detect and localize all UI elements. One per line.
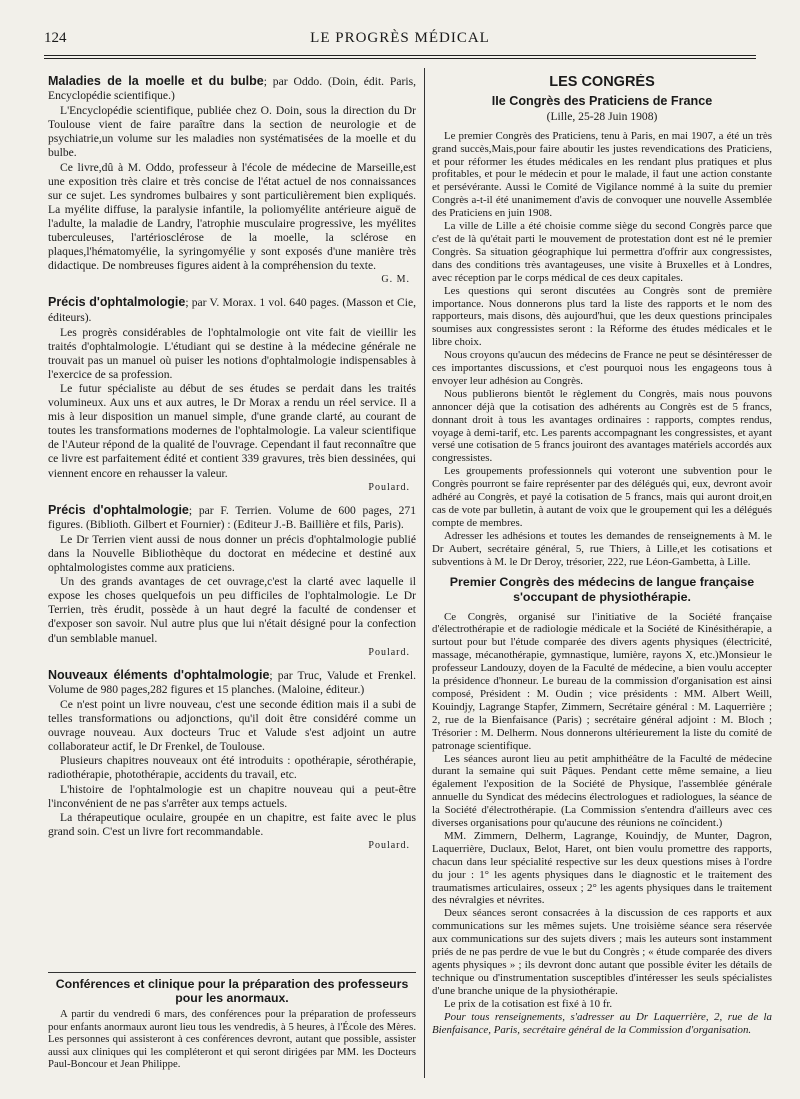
congress-paragraph: Nous publierons bientôt le règlement du Congrès, mais nous pouvons annoncer déjà que la cotisation des adhérents au Congrès est de 5 francs, donnant droit à tous les avantages ordinaires : rapports, comptes rendus, voyage à demi-tarif, etc. Les parents accompagnant les congressistes, et ayant versé une cotisation de 5 francs jouiront des avantages matériels accordés aux congressistes. [432,387,772,465]
header-rule [44,55,756,56]
review-heading [48,74,416,103]
review-signature: Poulard. [368,646,410,658]
congress-contact: Pour tous renseignements, s'adresser au Dr Laquerrière, 2, rue de la Bienfaisance, Paris, secrétaire général de la Commission d'organisation. [432,1010,772,1036]
congress-dates: (Lille, 25-28 Juin 1908) [546,109,658,123]
congress-paragraph: Nous croyons qu'aucun des médecins de France ne peut se désintéresser de ces importantes discussions, et c'est pourquoi nous les engageons tous à envoyer leur adhésion au Congrès. [432,349,772,387]
review-title: Maladies de la moelle et du bulbe [48,74,264,88]
review-heading [48,295,416,324]
review-title: Précis d'ophtalmologie [48,502,189,517]
congress-paragraph: Les séances auront lieu au petit amphithéâtre de la Faculté de médecine durant la semaine qui suit Pâques. Pendant cette même semaine, a lieu également l'exposition de la Société de Physique, l'assemblée générale annuelle du Syndicat des médecins électrologues et radiologues, la séance de la Société d'électrothérapie. (La Commission s'entendra d'ailleurs avec ces diverses organisations pour qu'aucune des réunions ne coïncident.) [432,752,772,830]
review-paragraph: L'Encyclopédie scientifique, publiée chez O. Doin, sous la direction du Dr Toulouse vient de faire paraître dans la section de neurologie et de psychiatrie,un volume sur les maladies non systématisées de la moelle et du bulbe. [48,104,416,160]
review-title: Nouveaux éléments d'ophtalmologie [48,667,270,682]
review-paragraph: Le Dr Terrien vient aussi de nous donner un précis d'ophtalmologie publié dans la Nouvelle Bibliothèque du doctorat en médecine et destiné aux ophtalmologistes comme aux praticiens. [48,532,416,575]
conference-text: A partir du vendredi 6 mars, des conférences pour la préparation de professeurs pour enfants anormaux auront lieu tous les vendredis, à 5 heures, à l'École des Mères. Les personnes qui assisteront à ces conférences devront, autant que possible, assister aussi aux cliniques qui les compléteront et qui seront dirigées par MM. les Docteurs Paul-Boncour et Jean Philippe. [48,1008,416,1071]
review-oddo [48,74,416,287]
review-paragraph: Le futur spécialiste au début de ses études se perdait dans les traités volumineux. Aux uns et aux autres, le Dr Morax a rendu un réel service. Il a mis à leur disposition un manuel simple, d'une grande clarté, au courant de toutes les transformations modernes de l'ophtalmologie. La valeur scientifique de l'Auteur répond de la qualité de l'ouvrage. Cependant il faut reconnaître que ce livre est parfaitement édité et contient 339 gravures, très bien dessinées, qui viennent encore en rehausser la valeur. [48,381,416,480]
review-paragraph: Les progrès considérables de l'ophtalmologie ont vite fait de vieillir les traités d'ophtalmologie. L'étudiant qui se destine à la médecine générale ne trouvait pas un manuel où puiser les notions d'ophtalmologie indispensables à l'exercice de sa profession. [48,325,416,381]
review-title: Précis d'ophtalmologie [48,295,186,310]
header-rule-double [44,58,756,59]
review-citation: ; par Oddo. (Doin, édit. Paris, Encyclopédie scientifique.) [48,75,416,103]
physiotherapy-congress-title: Premier Congrès des médecins de langue française s'occupant de physiothérapie. [449,574,755,604]
review-terrien [48,503,416,660]
review-paragraph: Ce livre,dû à M. Oddo, professeur à l'école de médecine de Marseille,est une exposition très claire et très concise de l'état actuel de nos connaissances sur ce sujet. Les syndromes bulbaires y sont particulièrement bien expliqués. La myélite diffuse, la paralysie infantile, la poliomyélite antérieure aiguë de l'adulte, la maladie de Landry, l'atrophie musculaire progressive, les myélites tuberculeuses, l'artériosclérose de la moelle, la sclérose en plaques,l'hématomyélie, la syringomyélie y sont exposés d'une manière très didactique. De nombreuses figures aident à la compréhension du texte. [48,160,416,273]
review-citation: ; par V. Morax. 1 vol. 640 pages. (Masson et Cie, éditeurs). [48,296,416,324]
review-truc [48,668,416,853]
review-signature: Poulard. [368,839,410,851]
journal-title: LE PROGRÈS MÉDICAL [310,30,490,46]
left-column [48,74,416,853]
review-paragraph: Plusieurs chapitres nouveaux ont été introduits : opothérapie, sérothérapie, radiothérapie, photothérapie, accidents du travail, etc. [48,754,416,782]
congress-section-title: LES CONGRÈS [549,74,655,90]
conference-title: Conférences et clinique pour la préparation des professeurs pour les anormaux. [55,977,409,1005]
congress-paragraph: Adresser les adhésions et toutes les demandes de renseignements à M. le Dr Aubert, secrétaire général, 5, rue Thiers, à Lille,et les cotisations et subventions à M. le Dr Deroy, trésorier, 222, rue Léon-Gambetta, à Lille. [432,529,772,568]
review-morax [48,295,416,494]
right-column [432,74,772,1036]
review-heading [48,503,416,532]
congress-title: IIe Congrès des Praticiens de France [491,93,713,108]
congress-paragraph: Ce Congrès, organisé sur l'initiative de la Société française d'électrothérapie et de radiologie médicale et la Société de Kinésithérapie, a surtout pour but l'étude comparée des divers agents physiques (électricité, massage, mécanothérapie, gymnastique, lumière, rayons X, etc.)Monsieur le professeur Landouzy, doyen de la Faculté de médecine, a bien voulu accepter la présidence d'honneur. Le bureau de la commission d'organisation est ainsi composé, Président : M. Oudin ; vice présidents : MM. Albert Weill, Kouindjy, Lagrange Stapfer, Zimmern, Secrétaire général : M. Laquerrière ; 2, rue de la Bienfaisance (Paris) ; secrétaire général adjoint : M. Bloch ; Trésorier : M. Delherm. Nous donnerons ultérieurement la liste du comité de patronage scientifique. [432,610,772,752]
review-paragraph: Un des grands avantages de cet ouvrage,c'est la clarté avec laquelle il expose les choses quelquefois un peu difficiles de l'ophtalmologie. Le Dr Terrien, très érudit, possède à un haut degré la faculté de condenser et d'exposer son savoir. Nul autre plus que lui n'était désigné pour la confection d'un semblable manuel. [48,575,416,645]
review-signature: Poulard. [368,481,410,493]
congress-paragraph: Les groupements professionnels qui voteront une subvention pour le Congrès pourront se faire représenter par des délégués qui, eux, devront avoir adhéré au Congrès, et payé la cotisation de 5 francs, mais qui auront droit,en cas de vote par bulletin, à autant de voix que le groupement qui les a délégués compte de membres. [432,465,772,529]
review-paragraph: L'histoire de l'ophtalmologie est un chapitre nouveau qui a peut-être l'inconvénient de ne pas s'arrêter aux temps actuels. [48,782,416,810]
conference-notice [48,972,416,1071]
column-divider [424,68,425,1078]
congress-paragraph: Le prix de la cotisation est fixé à 10 fr. [444,997,613,1010]
congress-paragraph: La ville de Lille a été choisie comme siège du second Congrès parce que c'est de là qu'était parti le mouvement de protestation dont est né le premier Congrès. Sa situation géographique lui permettra d'offrir aux congressistes, dans des conditions très avantageuses, une visite à Bruxelles et à Londres, avec réception par le corps médical de ces deux capitales. [432,220,772,284]
review-citation: ; par Truc, Valude et Frenkel. Volume de 980 pages,282 figures et 15 planches. (Maloine, éditeur.) [48,668,416,696]
review-heading [48,668,416,697]
review-paragraph: La thérapeutique oculaire, groupée en un chapitre, est faite avec le plus grand soin. C'est un livre fort recommandable. [48,810,416,838]
page-header [44,30,756,52]
review-paragraph: Ce n'est point un livre nouveau, c'est une seconde édition mais il a subi de telles transformations ou adjonctions, qu'il doit être considéré comme un ouvrage nouveau. Aux docteurs Truc et Valude s'est adjoint un autre collaborateur actif, le Dr Frenkel, de Toulouse. [48,697,416,754]
review-signature: G. M. [381,274,410,286]
congress-paragraph: Le premier Congrès des Praticiens, tenu à Paris, en mai 1907, a été un très grand succès,Mais,pour faire aboutir les justes revendications des Praticiens, et pour réformer les études médicales en les rendant plus pratiques et plus profitables, et pour le médecin et pour le malade, il faut une action constante et persévérante. Aussi le Comité de Vigilance nommé à la suite du premier Congrès a-t-il été unanimement d'avis de convoquer une nouvelle Assemblée des Praticiens en juin 1908. [432,129,772,220]
congress-paragraph: Deux séances seront consacrées à la discussion de ces rapports et aux communications sur les mêmes sujets. Une troisième séance sera réservée aux communications sur des sujets divers ; mais les auteurs sont instamment priés de ne pas perdre de vue le but du Congrès ; « étude comparée des divers agents physiques » ; ils devront donc autant que possible éviter les détails de technique ou d'instrumentation susceptibles d'intéresser les seuls spécialistes d'une branche unique de la physiothérapie. [432,907,772,997]
page-number: 124 [44,30,67,46]
review-citation: ; par F. Terrien. Volume de 600 pages, 271 figures. (Biblioth. Gilbert et Fournier) : (Editeur J.-B. Baillière et fils, Paris). [48,503,416,531]
congress-paragraph: Les questions qui seront discutées au Congrès sont de première importance. Nous donnerons plus tard la liste des rapports et le nom des rapporteurs, mais disons, dès aujourd'hui, que les deux questions principales soumises aux congressistes seront : la Réforme des études médicales et le libre choix. [432,284,772,349]
congress-paragraph: MM. Zimmern, Delherm, Lagrange, Kouindjy, de Munter, Dagron, Laquerrière, Duclaux, Belot, Haret, ont bien voulu promettre des rapports, chacun dans leur spécialité respective sur les deux questions mises à l'ordre du jour : 1° les agents physiques dans le diagnostic et le traitement des traumatismes articulaires, osseux ; 2° les agents physiques dans le traitement des névralgies et névrites. [432,829,772,907]
